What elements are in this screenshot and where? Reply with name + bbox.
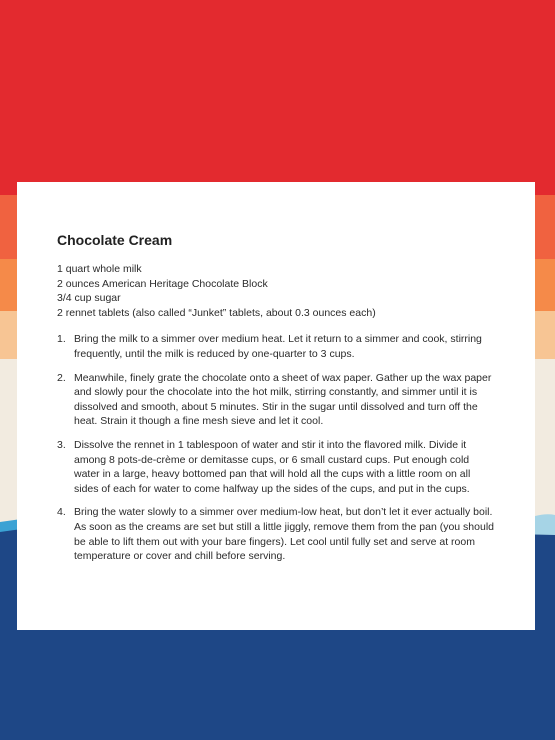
ingredient-list bbox=[57, 262, 495, 320]
ingredient-item: 1 quart whole milk bbox=[57, 263, 142, 275]
instruction-step bbox=[57, 505, 495, 563]
recipe-card bbox=[17, 182, 535, 630]
instruction-step bbox=[57, 371, 495, 429]
step-number: 3. bbox=[57, 438, 66, 451]
step-text: Bring the water slowly to a simmer over medium-low heat, but don’t let it ever actually boil. As soon as the creams are set but still a little jiggly, remove them from the pan (you should be able to lift them out with your bare fingers). Let cool until fully set and serve at room temperature or cover and chill before serving. bbox=[74, 506, 494, 563]
instruction-step bbox=[57, 438, 495, 496]
ingredient-item: 2 ounces American Heritage Chocolate Block bbox=[57, 277, 268, 290]
step-text: Dissolve the rennet in 1 tablespoon of water and stir it into the flavored milk. Divide it among 8 pots-de-crème or demitasse cups, or 6 small custard cups. Put enough cold water in a large, heavy bottomed pan that will hold all the cups with a little room on all sides of each for water to come halfway up the sides of the cups, and put in the cups. bbox=[74, 438, 471, 495]
instruction-step bbox=[57, 332, 495, 361]
step-number: 1. bbox=[57, 333, 66, 346]
ingredient-item: 3/4 cup sugar bbox=[57, 292, 121, 305]
step-text: Bring the milk to a simmer over medium heat. Let it return to a simmer and cook, stirring frequently, until the milk is reduced by one-quarter to 3 cups. bbox=[74, 333, 482, 360]
instruction-list bbox=[57, 332, 495, 563]
step-number: 2. bbox=[57, 371, 66, 384]
recipe-title: Chocolate Cream bbox=[57, 232, 173, 248]
step-text: Meanwhile, finely grate the chocolate onto a sheet of wax paper. Gather up the wax paper and slowly pour the chocolate into the hot milk, stirring constantly, and simmer until it is dissolved and smooth, about 5 minutes. Stir in the sugar until dissolved and turn off the heat. Strain it though a fine mesh sieve and let it cool. bbox=[74, 371, 492, 428]
ingredient-item: 2 rennet tablets (also called “Junket” tablets, about 0.3 ounces each) bbox=[57, 306, 376, 319]
step-number: 4. bbox=[57, 506, 66, 519]
